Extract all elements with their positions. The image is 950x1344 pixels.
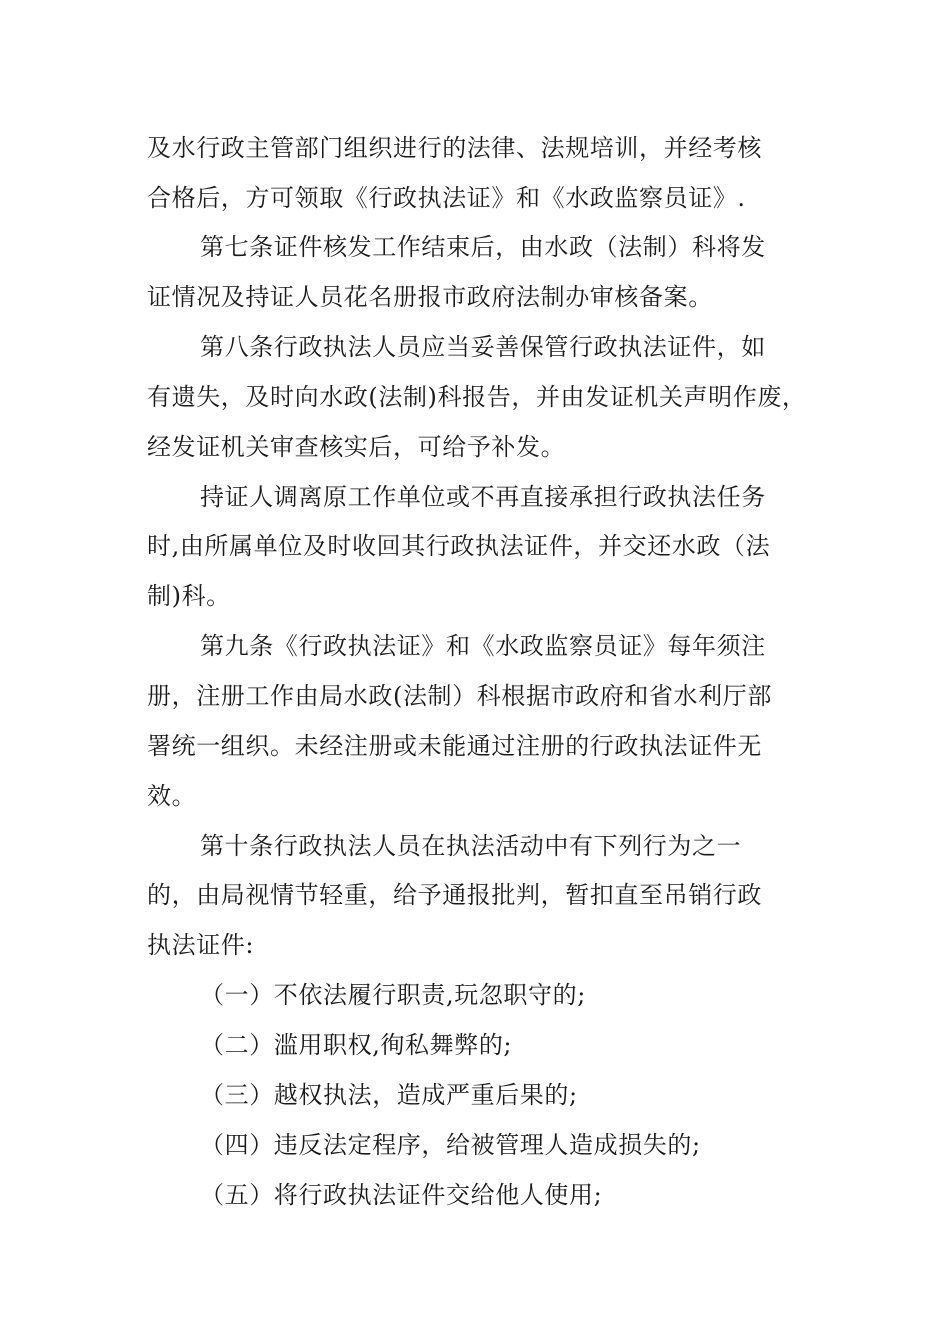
- list-item: （三）越权执法，造成严重后果的;: [200, 1081, 578, 1109]
- list-item: （四）违反法定程序，给被管理人造成损失的;: [200, 1131, 701, 1159]
- paragraph-line: 时,由所属单位及时收回其行政执法证件，并交还水政（法: [147, 532, 771, 560]
- paragraph-line: 署统一组织。未经注册或未能通过注册的行政执法证件无: [147, 732, 762, 760]
- paragraph-line: 有遗失，及时向水政(法制)科报告，并由发证机关声明作废，: [147, 383, 807, 411]
- list-item: （一）不依法履行职责,玩忽职守的;: [200, 981, 586, 1009]
- paragraph-line: 制)科。: [147, 582, 231, 610]
- article-8-line: 第八条行政执法人员应当妥善保管行政执法证件，如: [200, 333, 766, 361]
- list-item: （五）将行政执法证件交给他人使用;: [200, 1181, 603, 1209]
- paragraph-line: 效。: [147, 782, 197, 810]
- article-10-line: 第十条行政执法人员在执法活动中有下列行为之一: [200, 832, 742, 860]
- list-item: （二）滥用职权,徇私舞弊的;: [200, 1031, 513, 1059]
- paragraph-line: 及水行政主管部门组织进行的法律、法规培训，并经考核: [147, 134, 762, 162]
- paragraph-line: 合格后，方可领取《行政执法证》和《水政监察员证》.: [147, 184, 746, 212]
- paragraph-line: 的，由局视情节轻重，给予通报批判，暂扣直至吊销行政: [147, 881, 762, 909]
- paragraph-line: 证情况及持证人员花名册报市政府法制办审核备案。: [147, 283, 713, 311]
- paragraph-line: 册，注册工作由局水政(法制）科根据市政府和省水利厅部: [147, 682, 772, 710]
- article-9-line: 第九条《行政执法证》和《水政监察员证》每年须注: [200, 632, 766, 660]
- article-7-line: 第七条证件核发工作结束后，由水政（法制）科将发: [200, 233, 766, 261]
- paragraph-line: 经发证机关审查核实后，可给予补发。: [147, 433, 566, 461]
- paragraph-first-line: 持证人调离原工作单位或不再直接承担行政执法任务: [200, 483, 766, 511]
- paragraph-line: 执法证件:: [147, 931, 255, 959]
